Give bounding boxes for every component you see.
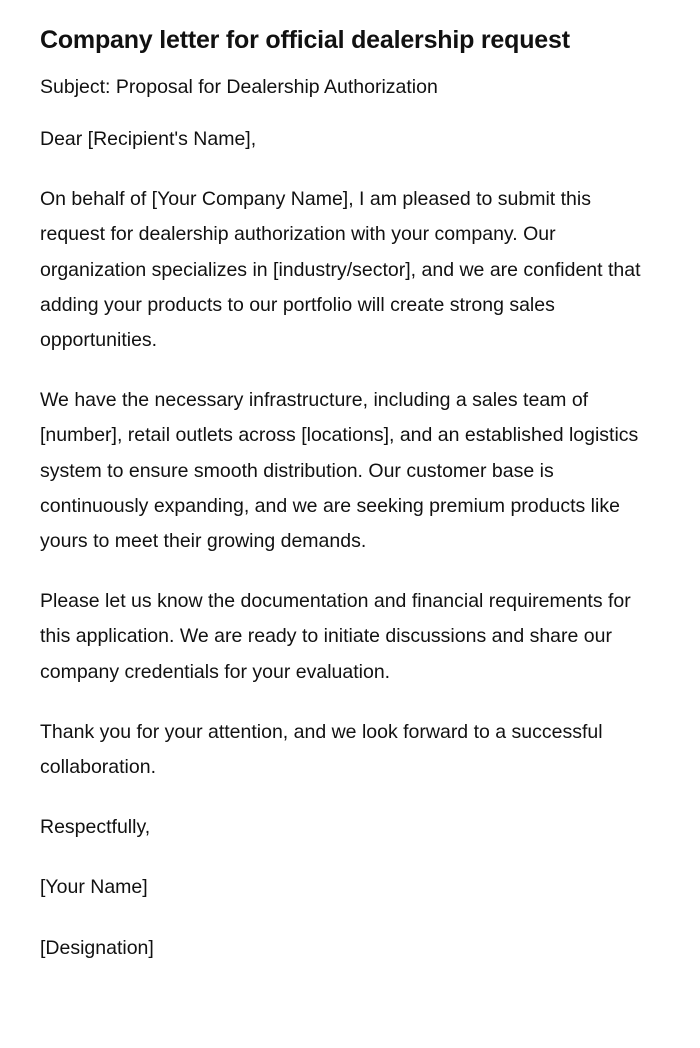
letter-signature-name: [Your Name]: [40, 876, 148, 899]
letter-document: [40, 22, 650, 966]
letter-salutation: Dear [Recipient's Name],: [40, 128, 257, 150]
letter-closing: Respectfully,: [40, 816, 151, 839]
letter-paragraph-infrastructure: We have the necessary infrastructure, including a sales team of [number], retail outlets across [locations], and an established logistics system to ensure smooth distribution. Our customer base is continuously expanding, and we are seeking premium products like yours to meet their growing demands.: [40, 389, 639, 553]
letter-designation: [Designation]: [40, 936, 154, 959]
letter-paragraph-intro: On behalf of [Your Company Name], I am pleased to submit this request for dealership authorization with your company. Our organization specializes in [industry/sector], and we are confident that adding your products to our portfolio will create strong sales opportunities.: [40, 188, 641, 352]
letter-title: Company letter for official dealership request: [40, 26, 570, 54]
letter-paragraph-requirements: Please let us know the documentation and financial requirements for this application. We are ready to initiate discussions and share our company credentials for your evaluation.: [40, 590, 631, 683]
letter-paragraph-thanks: Thank you for your attention, and we look forward to a successful collaboration.: [40, 720, 603, 779]
letter-subject: Subject: Proposal for Dealership Authorization: [40, 76, 438, 98]
